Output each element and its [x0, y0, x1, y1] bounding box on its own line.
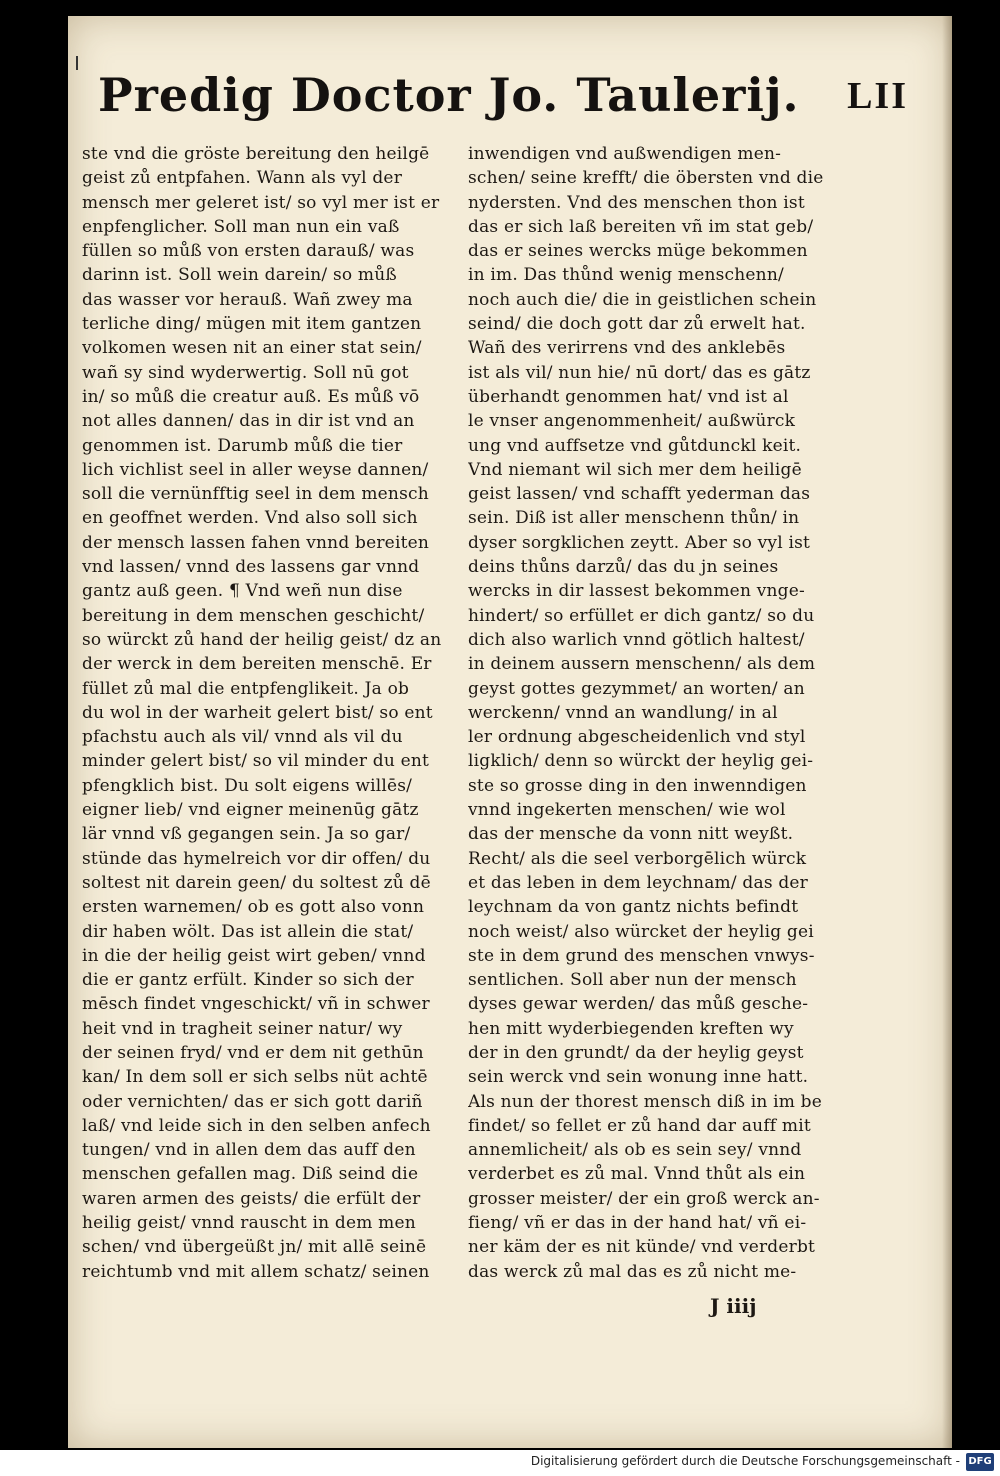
book-page [68, 16, 952, 1448]
text-line: hen mitt wyderbiegenden kreften wy [468, 1018, 794, 1039]
text-line: nydersten. Vnd des menschen thon ist [468, 192, 805, 213]
text-line: sentlichen. Soll aber nun der mensch [468, 970, 797, 991]
text-line: soltest nit darein geen/ du soltest zů dē [82, 872, 431, 893]
text-line: ersten warnemen/ ob es gott also vonn [82, 897, 425, 918]
margin-mark [76, 56, 78, 70]
text-line: das der mensche da vonn nitt weyßt. [468, 824, 794, 845]
text-line: wercks in dir lassest bekommen vnge- [468, 581, 805, 602]
text-line: in deinem aussern menschenn/ als dem [468, 654, 816, 675]
left-text-column [82, 142, 472, 1284]
text-line: genommen ist. Darumb můß die tier [82, 435, 403, 456]
text-line: noch auch die/ die in geistlichen schein [468, 289, 817, 310]
dfg-logo: DFG [966, 1453, 994, 1471]
text-line: lär vnnd vß gegangen sein. Ja so gar/ [82, 824, 411, 845]
text-line: füllen so můß von ersten darauß/ was [82, 241, 415, 262]
text-line: sein werck vnd sein wonung inne hatt. [468, 1067, 809, 1088]
text-line: geyst gottes gezymmet/ an worten/ an [468, 678, 805, 699]
text-line: ste vnd die gröste bereitung den heilgē [82, 144, 430, 164]
text-line: überhandt genommen hat/ vnd ist al [468, 386, 789, 407]
text-line: minder gelert bist/ so vil minder du ent [82, 751, 430, 772]
text-line: geist lassen/ vnd schafft yederman das [468, 484, 811, 505]
text-line: der mensch lassen fahen vnnd bereiten [82, 532, 430, 553]
folio-number: LII [847, 75, 908, 117]
text-line: volkomen wesen nit an einer stat sein/ [82, 338, 422, 359]
text-line: noch weist/ also würcket der heylig gei [468, 921, 814, 942]
text-line: annemlicheit/ als ob es sein sey/ vnnd [468, 1140, 802, 1161]
text-line: tungen/ vnd in allen dem das auff den [82, 1140, 416, 1161]
text-line: dyser sorgklichen zeytt. Aber so vyl ist [468, 532, 811, 553]
text-line: ler ordnung abgescheidenlich vnd styl [468, 727, 806, 748]
header-title: Predig Doctor Jo. Taulerij. [98, 68, 800, 122]
text-line: das er sich laß bereiten vñ im stat geb/ [468, 216, 814, 237]
text-line: vnnd ingekerten menschen/ wie wol [468, 800, 786, 821]
text-line: ist als vil/ nun hie/ nū dort/ das es gātz [468, 362, 811, 383]
text-line: in die der heilig geist wirt geben/ vnnd [82, 945, 426, 966]
text-line: kan/ In dem soll er sich selbs nüt achtē [82, 1067, 428, 1088]
text-line: so würckt zů hand der heilig geist/ dz an [82, 629, 442, 650]
text-line: seind/ die doch gott dar zů erwelt hat. [468, 314, 806, 335]
text-line: die er gantz erfült. Kinder so sich der [82, 970, 414, 991]
text-line: mensch mer geleret ist/ so vyl mer ist er [82, 192, 440, 213]
text-line: lich vichlist seel in aller weyse dannen/ [82, 459, 429, 480]
text-line: ner käm der es nit künde/ vnd verderbt [468, 1237, 816, 1258]
text-line: inwendigen vnd außwendigen men- [468, 144, 782, 164]
text-line: ung vnd auffsetze vnd gůtdunckl keit. [468, 435, 802, 456]
text-line: werckenn/ vnnd an wandlung/ in al [468, 702, 778, 723]
text-line: Wañ des verirrens vnd des anklebēs [468, 338, 786, 359]
text-line: pfengklich bist. Du solt eigens willēs/ [82, 775, 413, 796]
running-header [98, 68, 928, 138]
text-line: en geoffnet werden. Vnd also soll sich [82, 508, 418, 529]
text-line: heit vnd in tragheit seiner natur/ wy [82, 1018, 403, 1039]
text-line: füllet zů mal die entpfenglikeit. Ja ob [82, 678, 410, 699]
text-line: verderbet es zů mal. Vnnd thůt als ein [468, 1164, 806, 1185]
text-line: das er seines wercks müge bekommen [468, 241, 808, 262]
text-line: et das leben in dem leychnam/ das der [468, 872, 809, 893]
text-line: ste so grosse ding in den inwenndigen [468, 775, 807, 796]
page-edge-shadow [942, 16, 952, 1448]
text-line: eigner lieb/ vnd eigner meinenūg gātz [82, 800, 419, 821]
text-line: der seinen fryd/ vnd er dem nit gethūn [82, 1042, 424, 1063]
text-line: wañ sy sind wyderwertig. Soll nū got [82, 362, 409, 383]
text-line: dyses gewar werden/ das můß gesche- [468, 994, 809, 1015]
text-line: darinn ist. Soll wein darein/ so můß [82, 265, 397, 286]
text-line: findet/ so fellet er zů hand dar auff mit [468, 1115, 811, 1136]
text-line: schen/ vnd übergeüßt jn/ mit allē seinē [82, 1237, 427, 1258]
text-line: gantz auß geen. ¶ Vnd weñ nun dise [82, 581, 403, 602]
text-line: leychnam da von gantz nichts befindt [468, 897, 799, 918]
text-line: pfachstu auch als vil/ vnnd als vil du [82, 727, 403, 748]
text-line: Recht/ als die seel verborgēlich würck [468, 848, 807, 869]
text-line: in/ so můß die creatur auß. Es můß vō [82, 386, 420, 407]
text-line: in im. Das thůnd wenig menschenn/ [468, 265, 784, 286]
text-line: sein. Diß ist aller menschenn thůn/ in [468, 508, 800, 529]
text-line: Vnd niemant wil sich mer dem heiligē [468, 459, 802, 480]
text-line: das werck zů mal das es zů nicht me- [468, 1261, 797, 1282]
text-line: heilig geist/ vnnd rauscht in dem men [82, 1213, 416, 1234]
text-line: waren armen des geists/ die erfült der [82, 1188, 421, 1209]
text-line: ste in dem grund des menschen vnwys- [468, 945, 815, 966]
right-text-column [468, 142, 853, 1284]
text-line: mēsch findet vngeschickt/ vñ in schwer [82, 994, 430, 1015]
text-line: hindert/ so erfüllet er dich gantz/ so du [468, 605, 815, 626]
signature-mark: J iiij [710, 1294, 757, 1318]
text-line: stünde das hymelreich vor dir offen/ du [82, 848, 431, 869]
text-line: schen/ seine krefft/ die öbersten vnd die [468, 168, 824, 189]
text-line: le vnser angenommenheit/ außwürck [468, 411, 796, 432]
text-line: deins thůns darzů/ das du jn seines [468, 557, 779, 578]
text-line: laß/ vnd leide sich in den selben anfech [82, 1115, 431, 1136]
text-line: soll die vernünfftig seel in dem mensch [82, 484, 429, 505]
text-line: bereitung in dem menschen geschicht/ [82, 605, 425, 626]
text-line: Als nun der thorest mensch diß in im be [468, 1091, 823, 1112]
text-line: grosser meister/ der ein groß werck an- [468, 1188, 820, 1209]
text-line: der werck in dem bereiten menschē. Er [82, 654, 432, 675]
text-line: dich also warlich vnnd götlich haltest/ [468, 629, 805, 650]
digitization-footer [0, 1450, 1000, 1476]
text-line: reichtumb vnd mit allem schatz/ seinen [82, 1261, 430, 1282]
text-line: du wol in der warheit gelert bist/ so ent [82, 702, 433, 723]
text-line: enpfenglicher. Soll man nun ein vaß [82, 216, 400, 237]
text-line: ligklich/ denn so würckt der heylig gei- [468, 751, 814, 772]
text-line: geist zů entpfahen. Wann als vyl der [82, 168, 403, 189]
text-line: fieng/ vñ er das in der hand hat/ vñ ei- [468, 1213, 807, 1234]
text-line: not alles dannen/ das in dir ist vnd an [82, 411, 415, 432]
text-line: dir haben wölt. Das ist allein die stat/ [82, 921, 414, 942]
text-line: der in den grundt/ da der heylig geyst [468, 1042, 804, 1063]
text-line: oder vernichten/ das er sich gott dariñ [82, 1091, 423, 1112]
footer-credit: Digitalisierung gefördert durch die Deutsche Forschungsgemeinschaft - [530, 1454, 960, 1468]
text-line: vnd lassen/ vnnd des lassens gar vnnd [82, 557, 420, 578]
text-line: terliche ding/ mügen mit item gantzen [82, 314, 422, 335]
text-line: das wasser vor herauß. Wañ zwey ma [82, 289, 413, 310]
text-line: menschen gefallen mag. Diß seind die [82, 1164, 419, 1185]
